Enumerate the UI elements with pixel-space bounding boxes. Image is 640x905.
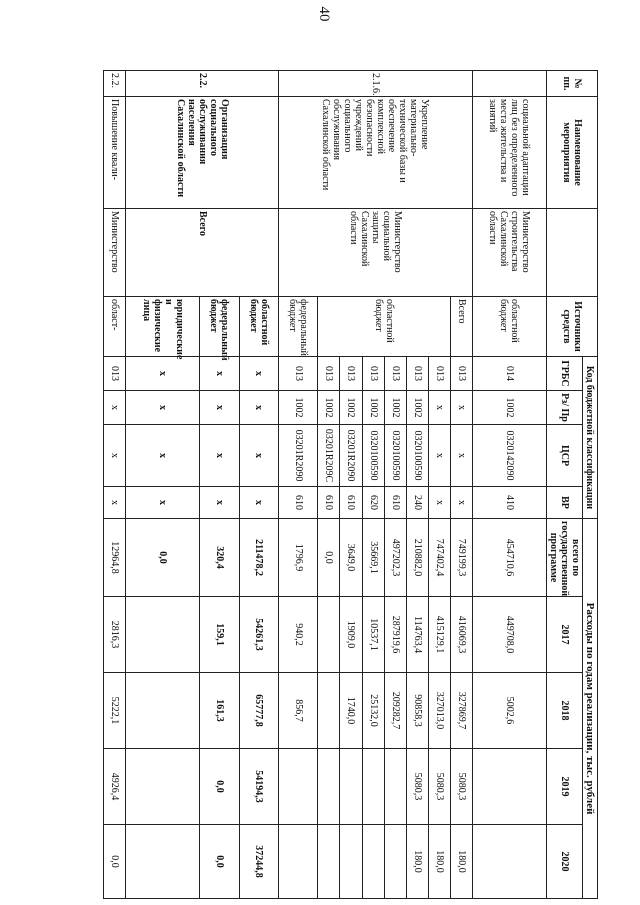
cell-2018: 1740,0 (340, 673, 362, 749)
cell-vr: 620 (362, 487, 384, 519)
header-expenses-group: Расходы по годам реализации, тыс. рублей (582, 519, 597, 899)
cell-total: 12964,8 (104, 519, 126, 597)
cell-2020 (340, 825, 362, 899)
header-executor (546, 209, 597, 297)
cell-2020: 180,0 (450, 825, 472, 899)
cell-rzpr: 1002 (406, 391, 428, 425)
cell-vr: х (200, 487, 239, 519)
cell-rzpr: 1002 (362, 391, 384, 425)
cell-total: 747402,4 (428, 519, 450, 597)
cell-2018: 327869,7 (450, 673, 472, 749)
cell-rzpr: х (239, 391, 278, 425)
cell-csr: 0320142090 (472, 425, 546, 487)
cell-rzpr: х (450, 391, 472, 425)
cell-2019: 54194,3 (239, 749, 278, 825)
cell-rzpr: х (428, 391, 450, 425)
cell-grbs: 013 (450, 357, 472, 391)
header-2019: 2019 (546, 749, 582, 825)
cell-csr: 03201R209С (318, 425, 340, 487)
cell-total: 497202,3 (384, 519, 406, 597)
cell-2019 (384, 749, 406, 825)
cell-rzpr: х (126, 391, 200, 425)
cell-rzpr: 1002 (318, 391, 340, 425)
cell-total: 211478,2 (239, 519, 278, 597)
cell-name: социальной адаптации лиц без определенного места жительства и занятий (472, 97, 546, 209)
cell-source: областной бюджет (239, 297, 278, 357)
header-2017: 2017 (546, 597, 582, 673)
cell-2019: 5080,3 (428, 749, 450, 825)
cell-total: 454710,6 (472, 519, 546, 597)
header-2020: 2020 (546, 825, 582, 899)
cell-executor: Министерство строительства Сахалинской области (472, 209, 546, 297)
header-grbs: ГРБС (546, 357, 582, 391)
cell-vr: х (104, 487, 126, 519)
header-vr: ВР (546, 487, 582, 519)
cell-name: Повышение квали- (104, 97, 126, 209)
budget-table (103, 70, 598, 899)
cell-grbs: 014 (472, 357, 546, 391)
cell-vr: 610 (384, 487, 406, 519)
cell-executor: Министерство социальной защиты Сахалинской области (279, 209, 473, 297)
cell-vr: 410 (472, 487, 546, 519)
cell-total: 0,0 (126, 519, 200, 597)
cell-2018 (126, 673, 200, 749)
cell-csr: х (104, 425, 126, 487)
rotated-sheet (103, 70, 598, 898)
cell-csr: 03201R2090 (340, 425, 362, 487)
cell-2020: 180,0 (428, 825, 450, 899)
cell-2017: 114763,4 (406, 597, 428, 673)
cell-vr: 610 (279, 487, 318, 519)
cell-2017: 449708,0 (472, 597, 546, 673)
cell-2020 (362, 825, 384, 899)
cell-vr: х (450, 487, 472, 519)
cell-grbs: х (200, 357, 239, 391)
cell-executor: Всего (126, 209, 279, 297)
cell-total: 320,4 (200, 519, 239, 597)
cell-csr: х (450, 425, 472, 487)
cell-2019 (472, 749, 546, 825)
cell-csr: 0320100590 (384, 425, 406, 487)
cell-2018 (318, 673, 340, 749)
cell-2020 (384, 825, 406, 899)
cell-2019: 4926,4 (104, 749, 126, 825)
cell-2018: 856,7 (279, 673, 318, 749)
cell-rzpr: 1002 (340, 391, 362, 425)
cell-csr: х (200, 425, 239, 487)
cell-grbs: 013 (362, 357, 384, 391)
cell-grbs: х (239, 357, 278, 391)
cell-2020: 180,0 (406, 825, 428, 899)
cell-csr: 0320100590 (362, 425, 384, 487)
cell-source: федеральный бюджет (200, 297, 239, 357)
cell-rzpr: х (200, 391, 239, 425)
cell-2017: 2816,3 (104, 597, 126, 673)
cell-2019: 5080,3 (450, 749, 472, 825)
header-total: всего по государственной программе (546, 519, 582, 597)
cell-2020 (318, 825, 340, 899)
cell-source: област- (104, 297, 126, 357)
cell-2019 (340, 749, 362, 825)
table-row (239, 71, 278, 899)
cell-2018: 65777,8 (239, 673, 278, 749)
cell-total: 210882,0 (406, 519, 428, 597)
cell-2017: 287919,6 (384, 597, 406, 673)
cell-2018: 5222,1 (104, 673, 126, 749)
cell-num (472, 71, 546, 97)
cell-grbs: 013 (279, 357, 318, 391)
cell-source: областной бюджет (472, 297, 546, 357)
cell-2018: 209282,7 (384, 673, 406, 749)
cell-vr: 240 (406, 487, 428, 519)
cell-total: 3649,0 (340, 519, 362, 597)
cell-vr: 610 (340, 487, 362, 519)
cell-2020: 0,0 (104, 825, 126, 899)
cell-vr: 610 (318, 487, 340, 519)
cell-2018: 90858,3 (406, 673, 428, 749)
cell-vr: х (428, 487, 450, 519)
page-number: 40 (316, 6, 332, 22)
cell-rzpr: 1002 (384, 391, 406, 425)
header-name: Наименование мероприятия (546, 97, 597, 209)
cell-2017 (318, 597, 340, 673)
header-source: Источники средств (546, 297, 597, 357)
cell-grbs: 013 (104, 357, 126, 391)
cell-2019 (362, 749, 384, 825)
cell-2017: 54261,3 (239, 597, 278, 673)
cell-2017: 416069,3 (450, 597, 472, 673)
cell-2017: 1909,0 (340, 597, 362, 673)
cell-2020 (472, 825, 546, 899)
cell-2018: 5002,6 (472, 673, 546, 749)
cell-grbs: 013 (428, 357, 450, 391)
cell-vr: х (126, 487, 200, 519)
cell-total: 749199,3 (450, 519, 472, 597)
cell-executor: Министерство (104, 209, 126, 297)
cell-grbs: 013 (340, 357, 362, 391)
cell-csr: 0320100590 (406, 425, 428, 487)
cell-grbs: 013 (384, 357, 406, 391)
cell-2018: 327013,0 (428, 673, 450, 749)
cell-num: 2.2. (104, 71, 126, 97)
cell-2020: 0,0 (200, 825, 239, 899)
cell-num: 2.2. (126, 71, 279, 97)
header-rzpr: Рз/ Пр (546, 391, 582, 425)
cell-total: 35669,1 (362, 519, 384, 597)
cell-grbs: 013 (318, 357, 340, 391)
cell-source: областной бюджет (318, 297, 450, 357)
cell-2017: 159,1 (200, 597, 239, 673)
cell-grbs: х (126, 357, 200, 391)
cell-name: Укрепление материально-технической базы и обеспечение комплексной безопасности учреждений социального обслуживания Сахалинской области (279, 97, 473, 209)
cell-2017: 10537,1 (362, 597, 384, 673)
cell-total: 1796,9 (279, 519, 318, 597)
header-code-group: Код бюджетной классификации (582, 357, 597, 519)
cell-rzpr: 1002 (472, 391, 546, 425)
cell-name: Организация социального обслуживания населения Сахалинской области (126, 97, 279, 209)
cell-2018: 25132,0 (362, 673, 384, 749)
cell-source: юридические и физические лица (126, 297, 200, 357)
cell-rzpr: 1002 (279, 391, 318, 425)
cell-2020 (279, 825, 318, 899)
cell-csr: х (428, 425, 450, 487)
cell-2019: 5080,3 (406, 749, 428, 825)
cell-2017 (126, 597, 200, 673)
cell-csr: х (126, 425, 200, 487)
cell-2017: 940,2 (279, 597, 318, 673)
cell-csr: х (239, 425, 278, 487)
cell-2020 (126, 825, 200, 899)
cell-source: Всего (450, 297, 472, 357)
header-num: № пп. (546, 71, 597, 97)
table-row (104, 71, 126, 899)
cell-2019: 0,0 (200, 749, 239, 825)
cell-total: 0,0 (318, 519, 340, 597)
cell-grbs: 013 (406, 357, 428, 391)
cell-csr: 03201R2090 (279, 425, 318, 487)
table-row (450, 71, 472, 899)
header-csr: ЦСР (546, 425, 582, 487)
cell-2020: 37244,8 (239, 825, 278, 899)
cell-2019 (318, 749, 340, 825)
cell-num: 2.1.6. (279, 71, 473, 97)
cell-vr: х (239, 487, 278, 519)
cell-source: федеральный бюджет (279, 297, 318, 357)
header-2018: 2018 (546, 673, 582, 749)
table-row (472, 71, 546, 899)
cell-rzpr: х (104, 391, 126, 425)
cell-2017: 415129,1 (428, 597, 450, 673)
cell-2018: 161,3 (200, 673, 239, 749)
cell-2019 (126, 749, 200, 825)
cell-2019 (279, 749, 318, 825)
